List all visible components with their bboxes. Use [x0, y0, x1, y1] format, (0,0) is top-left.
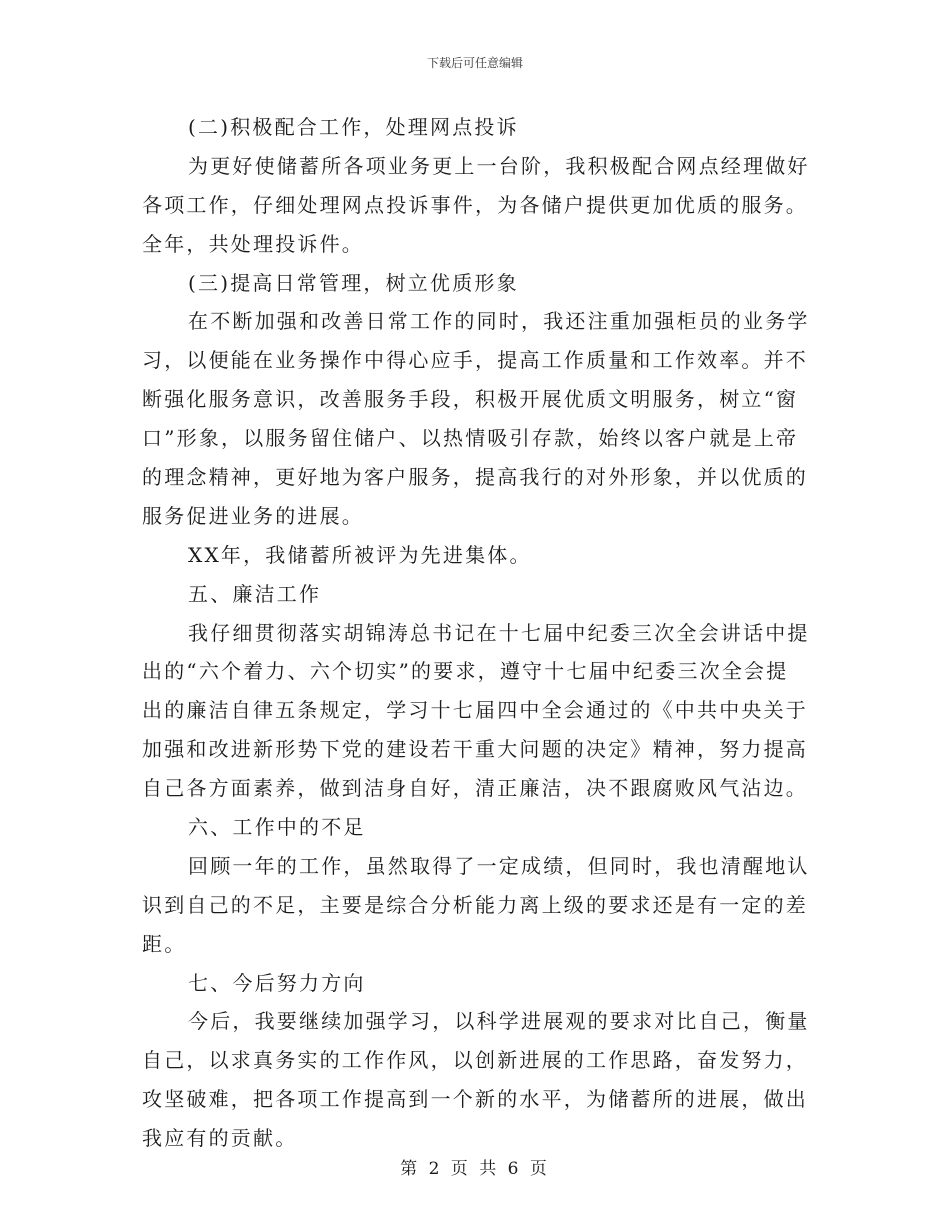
paragraph-line: 加强和改进新形势下党的建设若干重大问题的决定》精神，努力提高 — [142, 737, 808, 762]
paragraph-line: 识到自己的不足，主要是综合分析能力离上级的要求还是有一定的差 — [142, 892, 808, 917]
paragraph-line: 断强化服务意识，改善服务手段，积极开展优质文明服务，树立“窗 — [142, 387, 799, 412]
page-header: 下载后可任意编辑 — [426, 56, 523, 70]
paragraph-line: 今后，我要继续加强学习，以科学进展观的要求对比自己，衡量 — [188, 1009, 810, 1034]
paragraph-line: 攻坚破难，把各项工作提高到一个新的水平，为储蓄所的进展，做出 — [142, 1087, 808, 1112]
paragraph-line: 自己各方面素养，做到洁身自好，清正廉洁，决不跟腐败风气沾边。 — [142, 776, 808, 801]
paragraph-line: 回顾一年的工作，虽然取得了一定成绩，但同时，我也清醒地认 — [188, 853, 810, 878]
paragraph-line: 的理念精神，更好地为客户服务，提高我行的对外形象，并以优质的 — [142, 465, 808, 490]
document-body — [142, 108, 810, 1158]
section-heading: (二)积极配合工作，处理网点投诉 — [188, 115, 519, 139]
section-heading: 六、工作中的不足 — [188, 815, 366, 840]
paragraph-line: 我仔细贯彻落实胡锦涛总书记在十七届中纪委三次全会讲话中提 — [188, 620, 810, 645]
paragraph-line: 服务促进业务的进展。 — [142, 503, 364, 528]
paragraph-line: 距。 — [142, 931, 187, 956]
paragraph-line: 出的廉洁自律五条规定，学习十七届四中全会通过的《中共中央关于 — [142, 698, 808, 723]
section-heading: 五、廉洁工作 — [188, 581, 322, 606]
paragraph-line: 为更好使储蓄所各项业务更上一台阶，我积极配合网点经理做好 — [188, 153, 810, 178]
paragraph-line: 出的“六个着力、六个切实”的要求，遵守十七届中纪委三次全会提 — [142, 659, 789, 684]
paragraph-line: 各项工作，仔细处理网点投诉事件，为各储户提供更加优质的服务。 — [142, 192, 808, 217]
paragraph-line: 口”形象，以服务留住储户、以热情吸引存款，始终以客户就是上帝 — [142, 426, 799, 451]
paragraph-line: 在不断加强和改善日常工作的同时，我还注重加强柜员的业务学 — [188, 309, 810, 334]
paragraph-line: 习，以便能在业务操作中得心应手，提高工作质量和工作效率。并不 — [142, 348, 808, 373]
section-heading: 七、今后努力方向 — [188, 970, 366, 995]
section-heading: (三)提高日常管理，树立优质形象 — [188, 270, 519, 295]
paragraph-line: 自己，以求真务实的工作作风，以创新进展的工作思路，奋发努力， — [142, 1048, 808, 1073]
page-number-footer: 第 2 页 共 6 页 — [400, 1159, 550, 1179]
paragraph-line: 我应有的贡献。 — [142, 1126, 298, 1151]
paragraph-line: XX年，我储蓄所被评为先进集体。 — [188, 542, 532, 567]
paragraph-line: 全年，共处理投诉件。 — [142, 231, 364, 256]
